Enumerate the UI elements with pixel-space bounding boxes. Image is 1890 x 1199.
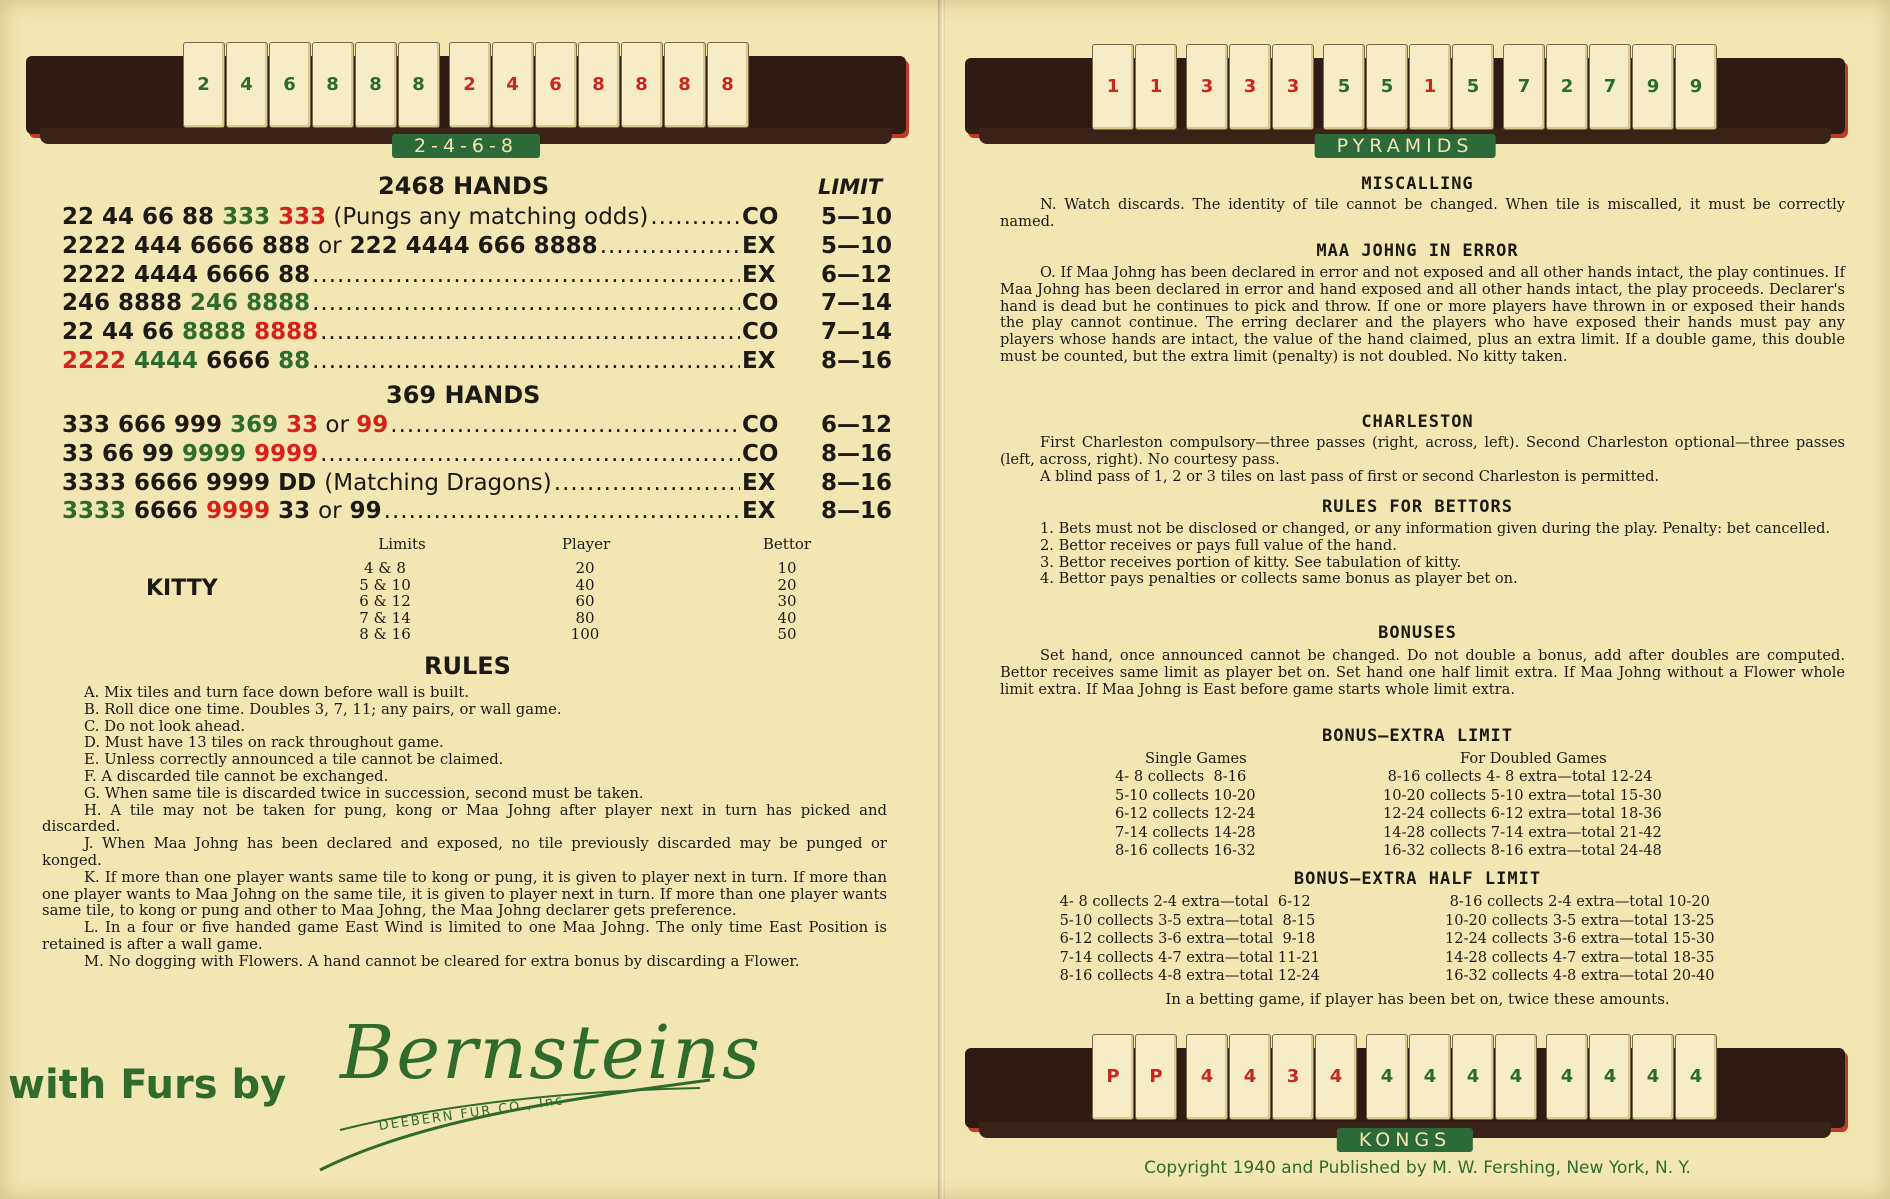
tile-group (1323, 44, 1495, 130)
hand-part: or (318, 232, 342, 259)
rack-tiles (52, 42, 880, 128)
doubled-game-row: 16-32 collects 8-16 extra—total 24-48 (1383, 842, 1662, 860)
mahjong-tile: 8 (621, 42, 663, 128)
hand-pattern (62, 498, 382, 524)
charleston-text: First Charleston compulsory—three passes (right, across, left). Second Charleston optional—three passes (left, across, right). No courtesy pass. A blind pass of 1, 2 or 3 tiles on last pass of first or second Charleston is permitted. (1000, 434, 1845, 485)
mahjong-tile: 2 (183, 42, 225, 128)
dot-leader (312, 290, 740, 316)
hand-pattern (62, 290, 310, 316)
hand-row (62, 469, 892, 497)
mahjong-tile: 4 (226, 42, 268, 128)
hand-part: 99 (356, 412, 389, 438)
mahjong-tile: 2 (449, 42, 491, 128)
mahjong-tile: 3 (1272, 1034, 1314, 1120)
mahjong-tile: 6 (269, 42, 311, 128)
mahjong-tile: P (1135, 1034, 1177, 1120)
single-game-row: 4- 8 collects 8-16 (1115, 768, 1247, 785)
hand-limit: 8—16 (820, 498, 892, 525)
mahjong-tile: 5 (1323, 44, 1365, 130)
hand-part: (Pungs any matching odds) (326, 204, 649, 230)
kitty-limits-header: Limits (378, 535, 426, 553)
bettors-title: RULES FOR BETTORS (1322, 497, 1513, 517)
kitty-bettor-value: 10 (777, 559, 797, 577)
mahjong-tile: 8 (355, 42, 397, 128)
hand-code: EX (742, 348, 776, 374)
tile-group (1366, 1034, 1538, 1120)
rack-label: PYRAMIDS (1315, 134, 1496, 158)
hand-part: 88 (278, 348, 311, 374)
mahjong-tile: 2 (1546, 44, 1588, 130)
rule-item: G. When same tile is discarded twice in succession, second must be taken. (84, 784, 644, 802)
rule-item: B. Roll dice one time. Doubles 3, 7, 11; any pairs, or wall game. (84, 700, 562, 718)
doubled-game-row: 8-16 collects 4- 8 extra—total 12-24 (1383, 768, 1653, 785)
bonuses-text: Set hand, once announced cannot be changed. Do not double a bonus, add after doubles are computed. Bettor receives same limit as player bet on. Set hand one half limit extra. If Maa Johng without a Flower whole limit extra. If Maa Johng is East before game starts whole limit extra. (1000, 647, 1845, 698)
half-limit-right-table (1445, 893, 1715, 986)
mahjong-tile: 4 (1366, 1034, 1408, 1120)
bettor-rule: 1. Bets must not be disclosed or changed, or any information given during the play. Penalty: bet cancelled. (1040, 520, 1831, 537)
hand-pattern (62, 204, 648, 230)
kitty-bettor-header: Bettor (762, 535, 812, 553)
dot-leader (600, 233, 740, 259)
hand-part: 4444 (134, 348, 207, 374)
hand-part: 33 (286, 412, 319, 438)
rule-item: H. A tile may not be taken for pung, kong or Maa Johng after player next in turn has picked and discarded. (42, 801, 887, 836)
single-games-table (1115, 768, 1256, 861)
hand-row (62, 203, 892, 231)
rules-title: RULES (424, 652, 511, 680)
hand-row (62, 497, 892, 525)
half-limit-title: BONUS—EXTRA HALF LIMIT (1293, 869, 1542, 889)
rack-tiles (991, 44, 1819, 130)
hand-pattern (62, 319, 318, 345)
kitty-bettor-column (742, 560, 832, 643)
kitty-player-value: 40 (575, 575, 595, 594)
kitty-limits-column (340, 560, 430, 643)
rule-item: J. When Maa Johng has been declared and exposed, no tile previously discarded may be punged or konged. (42, 835, 887, 869)
mahjong-tile: 3 (1272, 44, 1314, 130)
bettor-rule: 4. Bettor pays penalties or collects same bonus as player bet on. (1040, 570, 1518, 588)
mahjong-tile: 8 (398, 42, 440, 128)
tile-rack-kongs (965, 1030, 1845, 1154)
mahjong-tile: 4 (1675, 1034, 1717, 1120)
kitty-limit-value: 7 & 14 (359, 608, 411, 627)
half-limit-row: 8-16 collects 2-4 extra—total 10-20 (1445, 893, 1710, 910)
single-game-row: 6-12 collects 12-24 (1115, 805, 1256, 823)
hand-code: EX (742, 261, 776, 288)
kitty-player-value: 60 (575, 592, 595, 611)
hand-part: 8888 (182, 319, 255, 346)
doubled-game-row: 14-28 collects 7-14 extra—total 21-42 (1383, 823, 1662, 841)
rack-tiles (991, 1034, 1819, 1120)
mahjong-tile: 4 (1186, 1034, 1228, 1120)
hand-part: 22 44 66 (62, 319, 183, 346)
dot-leader (312, 348, 740, 374)
hand-code: EX (742, 469, 776, 496)
rule-item: K. If more than one player wants same tile to kong or pung, it is given to player next in turn. If more than one player wants to Maa Johng on the same tile, it is given to player next in turn. If more than one player wants same tile, to kong or pung and other to Maa Johng, the Maa Johng declarer gets preference. (42, 868, 887, 920)
mahjong-tile: 9 (1675, 44, 1717, 130)
mahjong-tile: 3 (1229, 44, 1271, 130)
half-limit-row: 5-10 collects 3-5 extra—total 8-15 (1055, 911, 1316, 929)
hand-part: 222 4444 666 8888 (341, 232, 598, 259)
rule-item: F. A discarded tile cannot be exchanged. (84, 767, 389, 785)
limit-header: LIMIT (818, 175, 883, 199)
brand-logo: Bernsteins (340, 1010, 763, 1096)
hand-row (62, 347, 892, 375)
mahjong-tile: 5 (1366, 44, 1408, 130)
hand-row (62, 440, 892, 468)
mahjong-tile: 5 (1452, 44, 1494, 130)
bettor-rule: 2. Bettor receives or pays full value of the hand. (1040, 536, 1397, 554)
hand-limit: 8—16 (820, 348, 892, 374)
dot-leader (554, 470, 740, 496)
brand-subtitle: DEEBERN FUR CO., Inc (377, 1093, 566, 1134)
hand-row (62, 411, 892, 439)
hand-row (62, 261, 892, 289)
kitty-bettor-value: 50 (777, 625, 797, 644)
rules-list (42, 685, 887, 971)
tile-group (1092, 1034, 1178, 1120)
mahjong-tile: 1 (1409, 44, 1451, 130)
hand-limit: 5—10 (820, 204, 892, 230)
hand-limit: 7—14 (820, 290, 892, 317)
tile-group (1546, 1034, 1718, 1120)
hand-code: CO (742, 412, 779, 438)
tile-rack-pyramids (965, 40, 1845, 160)
tile-rack-2468 (26, 38, 906, 160)
hand-part: 369 (230, 412, 287, 438)
half-limit-row: 10-20 collects 3-5 extra—total 13-25 (1445, 911, 1715, 929)
kitty-player-value: 20 (575, 559, 595, 577)
mahjong-tile: 4 (1546, 1034, 1588, 1120)
half-limit-row: 8-16 collects 4-8 extra—total 12-24 (1055, 967, 1320, 985)
dot-leader (320, 319, 740, 345)
hand-part: 6666 (206, 348, 279, 374)
tile-group (449, 42, 750, 128)
hand-row (62, 289, 892, 317)
hand-part: or (318, 498, 342, 525)
rule-item: M. No dogging with Flowers. A hand cannot be cleared for extra bonus by discarding a Flower. (84, 952, 800, 970)
hand-pattern (62, 441, 318, 467)
hand-code: CO (742, 440, 779, 467)
hand-limit: 6—12 (820, 261, 892, 288)
hand-row (62, 232, 892, 260)
rule-item: C. Do not look ahead. (84, 717, 246, 735)
kitty-limit-value: 8 & 16 (359, 625, 411, 644)
hand-part: 9999 (182, 440, 255, 467)
miscalling-title: MISCALLING (1361, 174, 1474, 194)
hand-part: 33 (278, 498, 319, 525)
half-limit-row: 14-28 collects 4-7 extra—total 18-35 (1445, 948, 1715, 966)
hand-code: CO (742, 319, 779, 346)
mahjong-tile: 4 (1315, 1034, 1357, 1120)
mahjong-tile: 1 (1092, 44, 1134, 130)
mahjong-tile: 4 (1589, 1034, 1631, 1120)
half-limit-row: 4- 8 collects 2-4 extra—total 6-12 (1055, 893, 1311, 910)
miscalling-text: N. Watch discards. The identity of tile cannot be changed. When tile is miscalled, it must be correctly named. (1000, 196, 1845, 230)
hand-part: 333 666 999 (62, 412, 231, 438)
mahjong-tile: 8 (312, 42, 354, 128)
mahjong-tile: 1 (1135, 44, 1177, 130)
kitty-limit-value: 5 & 10 (359, 575, 411, 594)
rule-item: L. In a four or five handed game East Wind is limited to one Maa Johng. The only time East Position is retained is after a wall game. (42, 919, 887, 953)
betting-note: In a betting game, if player has been bet on, twice these amounts. (1165, 990, 1670, 1008)
tile-group (1503, 44, 1718, 130)
kitty-player-value: 80 (575, 608, 595, 627)
error-text: O. If Maa Johng has been declared in error and not exposed and all other hands intact, the play continues. If Maa Johng has been declared in error and hand exposed and all other hands intact, the play proceeds. Declarer's hand is dead but he continues to pick and throw. If one or more players have thrown in or exposed their hands the play cannot continue. The erring declarer and the players who have exposed their hands must pay any players whose hands are intact, the value of the hand claimed, plus an extra limit. If a double game, this double must be counted, but the extra limit (penalty) is not doubled. No kitty taken. (1000, 264, 1845, 365)
left-page (0, 0, 940, 1199)
hand-part: 6666 (134, 498, 207, 525)
tile-group (1186, 44, 1315, 130)
kitty-bettor-value: 30 (777, 592, 797, 611)
dot-leader (312, 262, 740, 288)
hand-code: CO (742, 290, 779, 317)
hand-part: 99 (341, 498, 382, 525)
hand-part: 3333 (62, 498, 135, 525)
mahjong-tile: 4 (1632, 1034, 1674, 1120)
hand-limit: 6—12 (820, 412, 892, 438)
half-limit-row: 6-12 collects 3-6 extra—total 9-18 (1055, 930, 1316, 948)
dot-leader (390, 412, 740, 438)
hands-369-title: 369 HANDS (386, 381, 541, 409)
hand-part: 3333 6666 9999 DD (62, 469, 325, 496)
mahjong-tile: 6 (535, 42, 577, 128)
kitty-label: KITTY (146, 576, 218, 601)
rule-item: E. Unless correctly announced a tile cannot be claimed. (84, 751, 504, 769)
half-limit-left-table (1055, 893, 1320, 986)
hand-pattern (62, 470, 552, 496)
bettors-list (1000, 521, 1845, 588)
kitty-bettor-value: 40 (777, 608, 797, 627)
kitty-limit-value: 4 & 8 (364, 559, 406, 577)
mahjong-tile: 4 (1409, 1034, 1451, 1120)
hand-part: 2222 4444 6666 88 (62, 261, 311, 288)
rack-label: 2-4-6-8 (392, 134, 540, 158)
single-games-header: Single Games (1145, 750, 1247, 767)
charleston-title: CHARLESTON (1361, 412, 1474, 432)
hand-part: 22 44 66 88 (62, 204, 223, 230)
tile-group (1092, 44, 1178, 130)
hand-part: or (318, 412, 357, 438)
hand-code: EX (742, 232, 776, 259)
mahjong-tile: 4 (1229, 1034, 1271, 1120)
half-limit-row: 16-32 collects 4-8 extra—total 20-40 (1445, 967, 1715, 985)
single-game-row: 7-14 collects 14-28 (1115, 823, 1256, 841)
rule-item: D. Must have 13 tiles on rack throughout game. (84, 734, 444, 752)
hand-limit: 8—16 (820, 440, 892, 467)
rack-label: KONGS (1337, 1128, 1473, 1152)
kitty-player-column (540, 560, 630, 643)
mahjong-tile: 8 (664, 42, 706, 128)
hands-2468-title: 2468 HANDS (378, 172, 550, 200)
mahjong-tile: P (1092, 1034, 1134, 1120)
hand-part: 9999 (254, 440, 319, 467)
copyright: Copyright 1940 and Published by M. W. Fershing, New York, N. Y. (1144, 1158, 1691, 1178)
single-game-row: 5-10 collects 10-20 (1115, 786, 1256, 804)
hand-part: 246 8888 (190, 290, 311, 317)
mahjong-tile: 3 (1186, 44, 1228, 130)
hand-limit: 8—16 (820, 469, 892, 496)
kitty-limit-value: 6 & 12 (359, 592, 411, 611)
kitty-player-header: Player (561, 535, 611, 553)
hand-part: 9999 (206, 498, 279, 525)
bonuses-title: BONUSES (1378, 623, 1457, 643)
single-game-row: 8-16 collects 16-32 (1115, 842, 1256, 860)
error-title: MAA JOHNG IN ERROR (1316, 241, 1519, 261)
hand-pattern (62, 348, 310, 374)
mahjong-tile: 4 (1452, 1034, 1494, 1120)
doubled-game-row: 12-24 collects 6-12 extra—total 18-36 (1383, 805, 1662, 823)
tile-group (183, 42, 441, 128)
hand-part: 33 66 99 (62, 440, 183, 467)
hand-part: 2222 444 6666 888 (62, 232, 319, 259)
hand-row (62, 318, 892, 346)
dot-leader (384, 498, 740, 524)
doubled-games-header: For Doubled Games (1460, 750, 1607, 767)
mahjong-tile: 8 (707, 42, 749, 128)
doubled-game-row: 10-20 collects 5-10 extra—total 15-30 (1383, 786, 1662, 804)
hand-part: (Matching Dragons) (324, 469, 552, 496)
dot-leader (320, 441, 740, 467)
hand-limit: 7—14 (820, 319, 892, 346)
half-limit-row: 7-14 collects 4-7 extra—total 11-21 (1055, 948, 1320, 966)
mahjong-tile: 7 (1589, 44, 1631, 130)
mahjong-tile: 7 (1503, 44, 1545, 130)
bettor-rule: 3. Bettor receives portion of kitty. See tabulation of kitty. (1040, 553, 1462, 571)
hand-limit: 5—10 (820, 232, 892, 259)
right-page (945, 0, 1890, 1199)
hand-code: EX (742, 498, 776, 525)
kitty-player-value: 100 (570, 625, 600, 644)
kitty-bettor-value: 20 (777, 575, 797, 594)
tile-group (1186, 1034, 1358, 1120)
rule-item: A. Mix tiles and turn face down before wall is built. (84, 684, 470, 701)
mahjong-tile: 4 (492, 42, 534, 128)
mahjong-tile: 4 (1495, 1034, 1537, 1120)
half-limit-row: 12-24 collects 3-6 extra—total 15-30 (1445, 930, 1715, 948)
hand-part: 8888 (254, 319, 319, 346)
hand-part: 2222 (62, 348, 135, 374)
mahjong-tile: 9 (1632, 44, 1674, 130)
hand-code: CO (742, 204, 779, 230)
dot-leader (650, 204, 740, 230)
hand-pattern (62, 233, 598, 259)
mahjong-tile: 8 (578, 42, 620, 128)
hand-part: 246 8888 (62, 290, 191, 317)
hand-part: 333 (222, 204, 279, 230)
hand-part: 333 (278, 204, 327, 230)
doubled-games-table (1383, 768, 1662, 861)
hand-pattern (62, 262, 310, 288)
extra-limit-title: BONUS—EXTRA LIMIT (1322, 726, 1513, 746)
hand-pattern (62, 412, 388, 438)
furs-slogan: with Furs by (8, 1062, 287, 1108)
